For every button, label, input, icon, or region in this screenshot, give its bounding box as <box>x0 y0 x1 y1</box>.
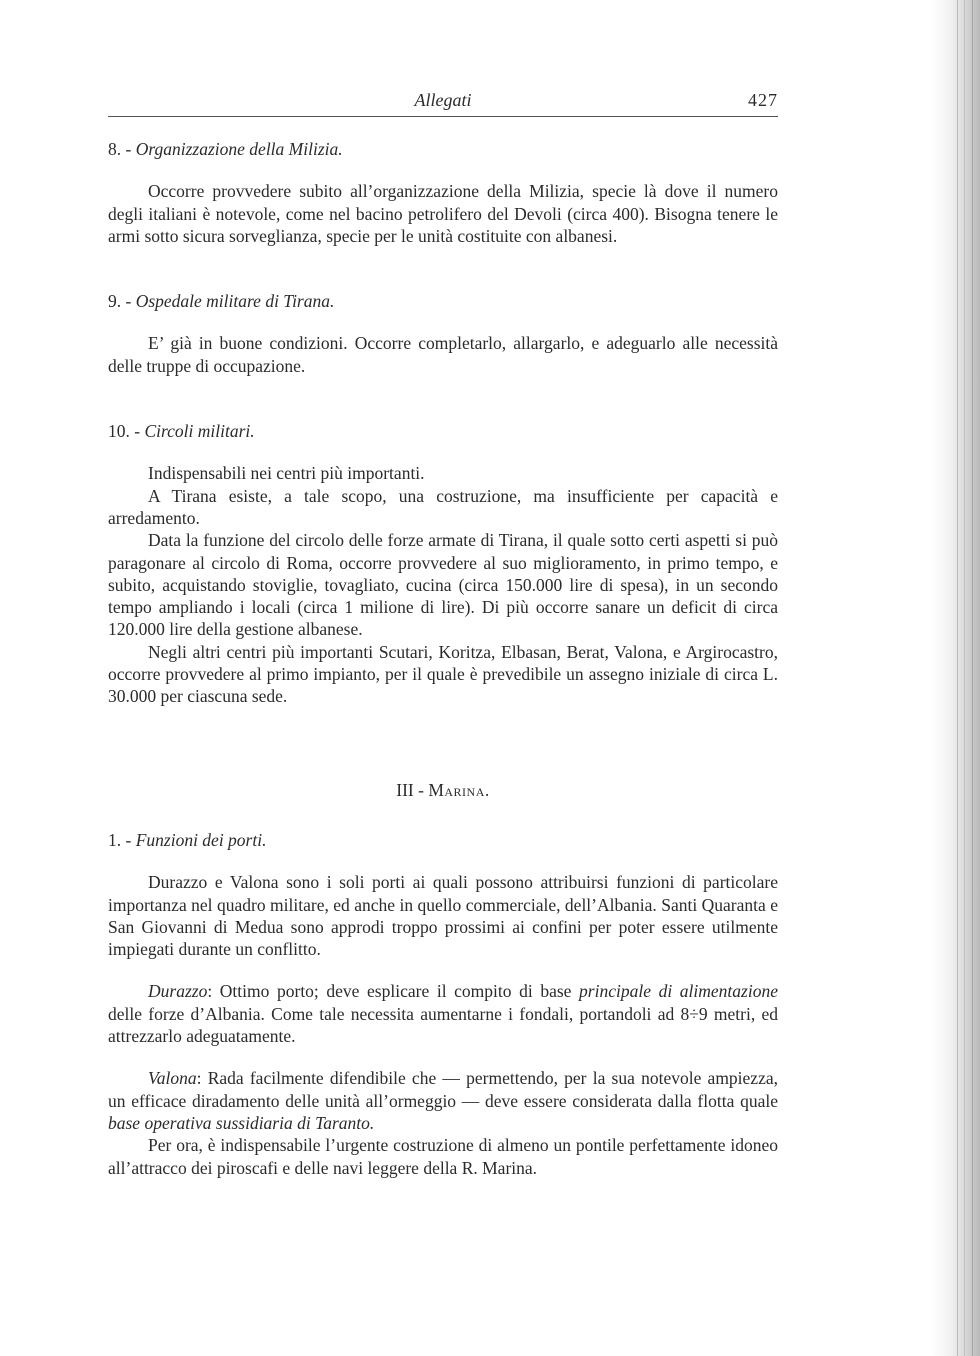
section-title: Ospedale militare di Tirana. <box>135 291 335 312</box>
page-edge-shadow <box>972 0 973 1356</box>
paragraph: Per ora, è indispensabile l’urgente costruzione di almeno un pontile perfettamente idoneo all’attracco dei piroscafi e delle navi leggere della R. Marina. <box>108 1135 778 1178</box>
paragraph: Indispensabili nei centri più importanti. <box>148 463 425 484</box>
paragraph: Occorre provvedere subito all’organizzazione della Milizia, specie là dove il numero degli italiani è notevole, come nel bacino petrolifero del Devoli (circa 400). Bisogna tenere le armi sotto sicura sorveglianza, specie per le unità costituite con albanesi. <box>108 181 778 246</box>
emphasis: base operativa sussidiaria di Taranto. <box>108 1112 375 1133</box>
section-title: Organizzazione della Milizia. <box>135 139 343 159</box>
port-label: Durazzo <box>148 981 208 1002</box>
paragraph: Data la funzione del circolo delle forze armate di Tirana, il quale sotto certi aspetti si può paragonare al circolo di Roma, occorre provvedere al suo miglioramento, in primo tempo, e subito, acquistando stoviglie, tovagliato, cucina (circa 150.000 lire di spesa), in un secondo tempo ampliando i locali (circa 1 milione di lire). Di più occorre sanare un deficit di circa 120.000 lire della gestione albanese. <box>108 530 778 640</box>
part-heading <box>108 779 778 801</box>
section-number: 10. - <box>108 421 145 442</box>
section-heading-9 <box>108 290 778 312</box>
paragraph: Negli altri centri più importanti Scutari, Koritza, Elbasan, Berat, Valona, e Argirocastro, occorre provvedere al primo impianto, per il quale è prevedibile un assegno iniziale di circa L. 30.000 per ciascuna sede. <box>108 641 778 707</box>
section-heading-8 <box>108 138 778 160</box>
section-title: Funzioni dei porti. <box>135 829 267 850</box>
port-label: Valona <box>148 1068 197 1089</box>
page-body <box>108 138 778 1179</box>
section-number: 9. - <box>108 291 136 312</box>
paragraph: A Tirana esiste, a tale scopo, una costruzione, ma insufficiente per capacità e arredamento. <box>108 485 778 528</box>
page-edge-shadow <box>957 0 958 1356</box>
paragraph-text: : Rada facilmente difendibile che — permettendo, per la sua notevole ampiezza, un efficace diradamento delle unità all’ormeggio — deve essere considerata dalla flotta quale <box>108 1068 778 1111</box>
section-heading-marina-1 <box>108 829 778 851</box>
running-title: Allegati <box>414 90 472 110</box>
page-header <box>108 88 778 117</box>
section-number: 8. - <box>108 139 136 159</box>
section-title: Circoli militari. <box>144 421 255 442</box>
section-number: 1. - <box>108 829 136 850</box>
page-number: 427 <box>748 90 778 110</box>
paragraph: Durazzo e Valona sono i soli porti ai quali possono attribuirsi funzioni di particolare importanza nel quadro militare, ed anche in quello commerciale, dell’Albania. Santi Quaranta e San Giovanni di Medua sono approdi troppo prossimi ai confini per poter essere utilmente impiegati durante un conflitto. <box>108 872 778 960</box>
paragraph: E’ già in buone condizioni. Occorre completarlo, allargarlo, e adeguarlo alle necessità delle truppe di occupazione. <box>108 333 778 376</box>
paragraph-text: delle forze d’Albania. Come tale necessita aumentarne i fondali, portandoli ad 8÷9 metri, ed attrezzarlo adeguatamente. <box>108 1003 778 1047</box>
emphasis: principale di alimentazione <box>579 981 778 1002</box>
paragraph-durazzo <box>108 980 778 1047</box>
part-roman: III - <box>396 779 429 800</box>
paragraph-valona <box>108 1067 778 1134</box>
part-name: Marina. <box>428 779 490 800</box>
page-edge-shadow <box>964 0 965 1356</box>
section-heading-10 <box>108 420 778 442</box>
paragraph-text: : Ottimo porto; deve esplicare il compito di base <box>207 981 580 1002</box>
